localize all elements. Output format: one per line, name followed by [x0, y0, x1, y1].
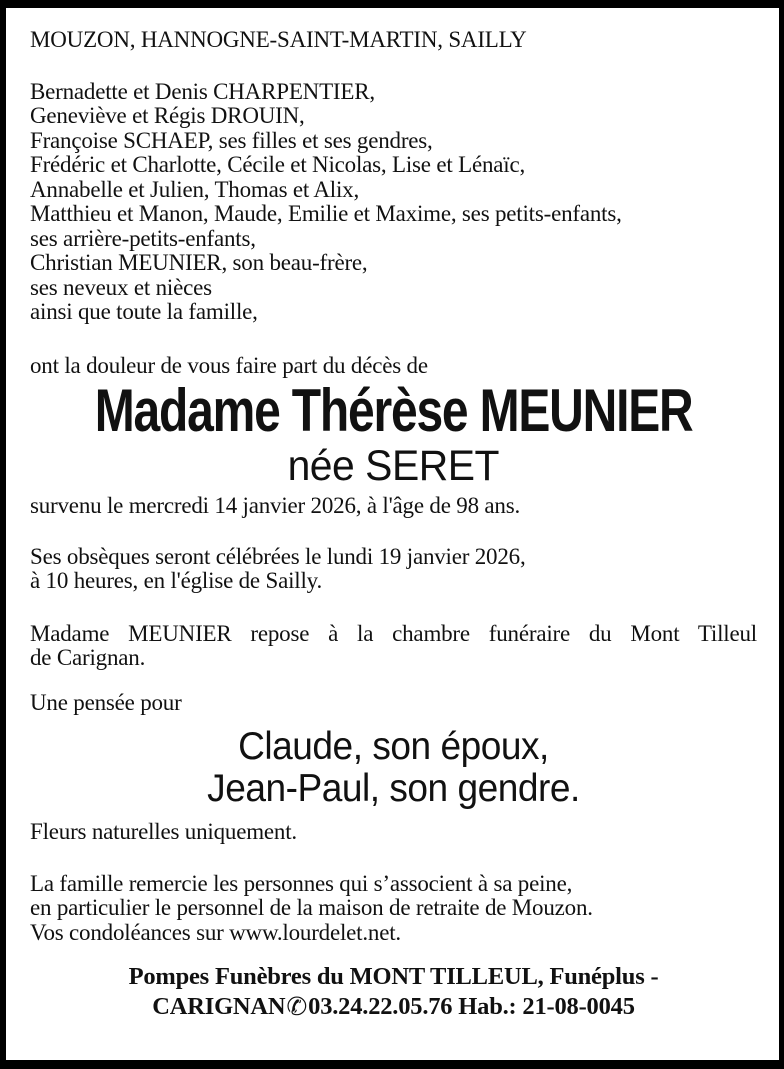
phone-icon: ✆ — [286, 992, 308, 1021]
deceased-name-block — [20, 377, 767, 444]
thanks-line: La famille remercie les personnes qui s’associent à sa peine, — [30, 870, 573, 896]
deceased-name: Madame Thérèse MEUNIER — [94, 377, 693, 444]
thanks-line: Vos condoléances sur www.lourdelet.net. — [30, 919, 401, 945]
family-line: ses neveux et nièces — [30, 274, 212, 300]
thought-name-line: Claude, son époux, — [238, 725, 549, 768]
repose-info — [30, 622, 757, 671]
thought-names-block — [30, 726, 757, 810]
funeral-home-line1: Pompes Funèbres du MONT TILLEUL, Funéplus - — [128, 963, 659, 990]
maiden-name: née SERET — [287, 442, 500, 490]
family-line: Christian MEUNIER, son beau-frère, — [30, 250, 368, 275]
funeral-home-block — [30, 962, 757, 1022]
family-line: Françoise SCHAEP, ses filles et ses gendres, — [30, 127, 433, 153]
family-line: Bernadette et Denis CHARPENTIER, — [30, 78, 375, 104]
thought-intro-line: Une pensée pour — [30, 689, 182, 715]
repose-info-line: de Carignan. — [30, 645, 146, 670]
locations-line: MOUZON, HANNOGNE-SAINT-MARTIN, SAILLY — [30, 27, 527, 52]
funeral-info-line: Ses obsèques seront célébrées le lundi 19 janvier 2026, — [30, 543, 526, 569]
thanks-line: en particulier le personnel de la maison de retraite de Mouzon. — [30, 895, 593, 920]
family-line: Geneviève et Régis DROUIN, — [30, 103, 305, 128]
funeral-info-line: à 10 heures, en l'église de Sailly. — [30, 568, 323, 593]
thanks-block — [30, 872, 757, 946]
death-info-line: survenu le mercredi 14 janvier 2026, à l'âge de 98 ans. — [30, 493, 521, 518]
family-line: ainsi que toute la famille, — [30, 299, 258, 324]
family-line: Matthieu et Manon, Maude, Emilie et Maxime, ses petits-enfants, — [30, 201, 622, 226]
announcement-line: ont la douleur de vous faire part du décès de — [30, 352, 428, 378]
family-list — [30, 80, 757, 325]
funeral-info — [30, 545, 757, 594]
repose-info-line: Madame MEUNIER repose à la chambre funéraire du Mont Tilleul — [30, 620, 757, 646]
family-line: Annabelle et Julien, Thomas et Alix, — [30, 176, 360, 202]
funeral-home-name: CARIGNAN — [152, 993, 286, 1020]
funeral-home-line2 — [30, 992, 757, 1022]
family-line: Frédéric et Charlotte, Cécile et Nicolas, Lise et Lénaïc, — [30, 152, 526, 177]
funeral-home-phone: 03.24.22.05.76 Hab.: 21-08-0045 — [308, 993, 635, 1020]
flowers-line: Fleurs naturelles uniquement. — [30, 819, 297, 844]
maiden-name-block — [20, 442, 767, 490]
family-line: ses arrière-petits-enfants, — [30, 225, 256, 251]
thought-name-line: Jean-Paul, son gendre. — [207, 767, 580, 810]
